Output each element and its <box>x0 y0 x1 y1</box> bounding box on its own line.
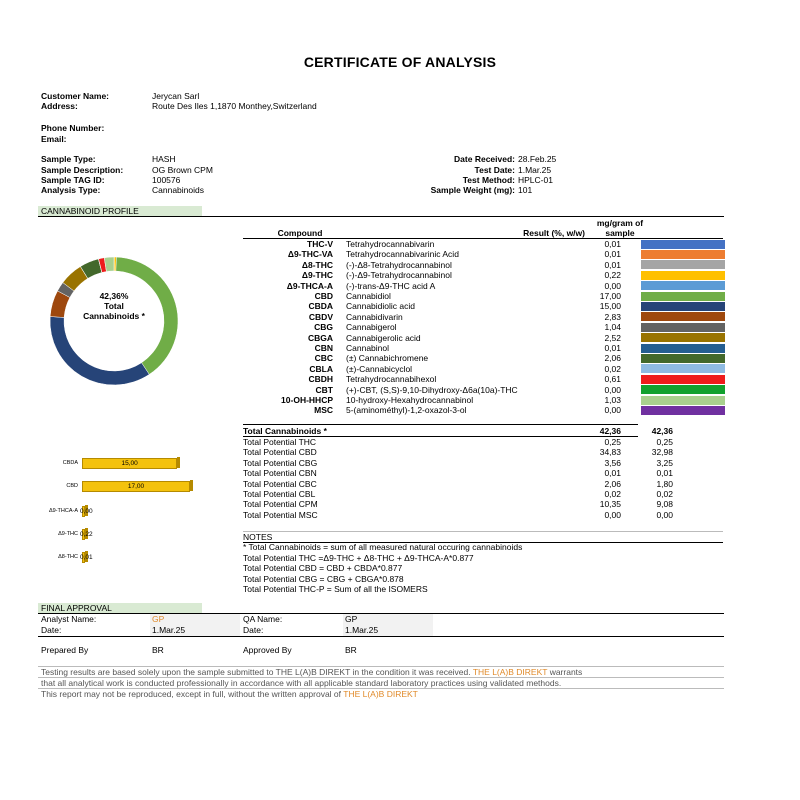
bar-category-label: Δ9-THCA-A <box>48 508 78 514</box>
potential-mg: 1,80 <box>656 478 673 489</box>
donut-total-value: 42,36% <box>99 291 129 301</box>
potential-result: 2,06 <box>604 478 621 489</box>
compound-abbr: MSC <box>314 405 333 416</box>
address-label: Address: <box>41 101 78 111</box>
compound-row <box>243 322 723 333</box>
compound-abbr: CBG <box>314 322 333 333</box>
compound-color-swatch <box>641 260 725 269</box>
compound-name: Cannabigerol <box>346 322 397 333</box>
customer-name-label: Customer Name: <box>41 91 110 101</box>
potential-mg: 0,01 <box>656 468 673 479</box>
potential-row <box>243 489 723 500</box>
donut-total-sublabel: Cannabinoids * <box>83 311 145 321</box>
compound-name: 10-hydroxy-Hexahydrocannabinol <box>346 395 474 405</box>
bar-value-label: 0,01 <box>80 554 93 561</box>
footer-text: Testing results are based solely upon the sample submitted to THE L(A)B DIREKT in the condition it was received. <box>41 667 471 677</box>
compound-abbr: Δ9-THCA-A <box>286 280 333 291</box>
compound-abbr: THC-V <box>307 239 333 249</box>
approved-by-label: Approved By <box>243 645 292 655</box>
note-line: Total Potential THC =Δ9-THC + Δ8-THC + Δ9-THCA-A*0.877 <box>243 552 474 563</box>
col-result-header: Result (%, w/w) <box>523 228 585 238</box>
potential-label: Total Potential CBN <box>243 468 317 479</box>
sample-tag: 100576 <box>152 175 181 185</box>
compound-color-swatch <box>641 396 725 405</box>
potential-result: 34,83 <box>599 447 621 458</box>
col-compound-header: Compound <box>277 228 323 238</box>
date-received-label: Date Received: <box>454 154 515 164</box>
potential-row <box>243 447 723 458</box>
compound-result: 17,00 <box>599 291 621 301</box>
compound-color-swatch <box>641 375 725 384</box>
compound-row <box>243 353 723 364</box>
sample-type: HASH <box>152 154 176 164</box>
compound-name: Cannabidiolic acid <box>346 301 415 312</box>
sample-tag-label: Sample TAG ID: <box>41 175 105 185</box>
compound-row <box>243 291 723 302</box>
potential-row <box>243 458 723 469</box>
potential-result: 0,02 <box>604 489 621 499</box>
potential-label: Total Potential CBG <box>243 457 318 468</box>
potential-label: Total Potential CPM <box>243 499 318 510</box>
lab-name: THE L(A)B DIREKT <box>343 689 418 699</box>
compound-name: Cannabigerolic acid <box>346 332 421 343</box>
potential-label: Total Potential CBD <box>243 447 317 458</box>
compound-name: (±) Cannabichromene <box>346 353 429 364</box>
date-received: 28.Feb.25 <box>518 154 557 164</box>
sample-weight: 101 <box>518 185 533 195</box>
compound-row <box>243 249 723 260</box>
compound-abbr: CBC <box>314 353 333 364</box>
compound-color-swatch <box>641 323 725 332</box>
compound-row <box>243 281 723 292</box>
notes-heading: NOTES <box>243 532 273 542</box>
compound-abbr: CBGA <box>307 332 333 343</box>
donut-total-label: Total <box>104 301 124 311</box>
customer-name: Jerycan Sarl <box>152 91 200 101</box>
compound-color-swatch <box>641 302 725 311</box>
compound-color-swatch <box>641 406 725 415</box>
compound-name: (-)-Δ8-Tetrahydrocannabinol <box>346 259 452 270</box>
compound-row <box>243 301 723 312</box>
qa-name: GP <box>343 614 433 625</box>
total-mg: 42,36 <box>651 426 673 436</box>
compound-abbr: CBLA <box>309 363 333 374</box>
compound-row <box>243 385 723 396</box>
compound-abbr: CBDA <box>308 301 333 312</box>
compound-color-swatch <box>641 364 725 373</box>
compound-row <box>243 260 723 271</box>
compound-color-swatch <box>641 312 725 321</box>
potential-mg: 0,25 <box>656 437 673 447</box>
potential-mg: 0,00 <box>656 509 673 520</box>
potential-row <box>243 499 723 510</box>
potential-mg: 32,98 <box>651 447 673 458</box>
potential-row <box>243 510 723 521</box>
compound-name: (-)-trans-Δ9-THC acid A <box>346 280 436 291</box>
bar-category-label: Δ8-THC <box>58 554 78 560</box>
sample-desc-label: Sample Description: <box>41 165 124 175</box>
qa-date: 1.Mar.25 <box>343 625 433 636</box>
potential-label: Total Potential CBC <box>243 478 317 489</box>
compound-row <box>243 333 723 344</box>
compound-result: 15,00 <box>599 301 621 312</box>
col-mg-header-1: mg/gram of <box>596 218 644 228</box>
bar-value-label: 0,22 <box>80 531 93 538</box>
compound-name: Cannabidiol <box>346 291 391 301</box>
potential-result: 0,00 <box>604 509 621 520</box>
potential-label: Total Potential CBL <box>243 489 316 499</box>
test-date: 1.Mar.25 <box>518 165 552 175</box>
footer-text: warrants <box>549 667 583 677</box>
compound-color-swatch <box>641 333 725 342</box>
potential-result: 0,01 <box>604 468 621 479</box>
compound-result: 2,06 <box>604 353 621 364</box>
potential-mg: 9,08 <box>656 499 673 510</box>
compound-result: 2,83 <box>604 311 621 322</box>
compound-color-swatch <box>641 385 725 394</box>
potential-label: Total Potential THC <box>243 437 317 447</box>
total-label: Total Cannabinoids * <box>243 426 327 436</box>
compound-abbr: Δ9-THC <box>301 270 333 281</box>
test-method-label: Test Method: <box>462 175 515 185</box>
compound-result: 0,01 <box>604 239 621 249</box>
compound-name: (+)-CBT, (S,S)-9,10-Dihydroxy-Δ6a(10a)-THC <box>346 384 518 395</box>
test-date-label: Test Date: <box>474 165 515 175</box>
prepared-by-label: Prepared By <box>41 645 89 655</box>
compound-row <box>243 312 723 323</box>
compound-name: Tetrahydrocannabivarinic Acid <box>346 249 459 260</box>
compound-name: 5-(aminométhyl)-1,2-oxazol-3-ol <box>346 405 467 416</box>
potential-row <box>243 437 723 448</box>
compound-name: Tetrahydrocannabihexol <box>346 374 437 385</box>
footer-text: This report may not be reproduced, except in full, without the written approval of <box>41 689 342 699</box>
compound-abbr: CBD <box>314 291 333 301</box>
compound-color-swatch <box>641 281 725 290</box>
bar-category-label: Δ9-THC <box>58 531 78 537</box>
col-mg-header-2: sample <box>605 228 635 238</box>
bar-depth-face <box>190 480 193 491</box>
compound-name: (-)-Δ9-Tetrahydrocannabinol <box>346 270 452 281</box>
potential-result: 3,56 <box>604 457 621 468</box>
potential-result: 0,25 <box>604 437 621 447</box>
major-cannabinoids-bar-chart <box>40 455 210 570</box>
analyst-date-label: Date: <box>41 625 62 635</box>
compound-row <box>243 395 723 406</box>
approved-by: BR <box>345 645 357 655</box>
footer-disclaimer-1 <box>41 667 582 678</box>
bar-category-label: CBDA <box>62 460 78 466</box>
compound-result: 0,00 <box>604 405 621 416</box>
compound-color-swatch <box>641 292 725 301</box>
phone-label: Phone Number: <box>41 123 105 133</box>
address: Route Des Iles 1,1870 Monthey,Switzerland <box>152 101 317 111</box>
analysis-type-label: Analysis Type: <box>41 185 101 195</box>
compound-name: Cannabinol <box>346 343 390 353</box>
bar-value-label: 17,00 <box>127 483 145 490</box>
footer-disclaimer-2: that all analytical work is conducted professionally in accordance with all applicable standard laboratory practices using validated methods. <box>41 678 562 688</box>
note-line: * Total Cannabinoids = sum of all measured natural occuring cannabinoids <box>243 542 523 552</box>
compound-result: 0,01 <box>604 249 621 260</box>
bar-category-label: CBD <box>66 483 78 489</box>
compound-result: 0,01 <box>604 259 621 270</box>
compound-name: Cannabidivarin <box>346 311 403 322</box>
compound-abbr: Δ8-THC <box>301 259 333 270</box>
bar-value-label: 15,00 <box>121 460 138 467</box>
compound-result: 0,02 <box>604 363 621 374</box>
compound-color-swatch <box>641 354 725 363</box>
analyst-name-label: Analyst Name: <box>41 614 97 624</box>
sample-type-label: Sample Type: <box>41 154 96 164</box>
compound-result: 0,00 <box>604 384 621 395</box>
qa-date-label: Date: <box>243 625 264 635</box>
compound-abbr: CBT <box>315 384 333 395</box>
compound-color-swatch <box>641 271 725 280</box>
potential-mg: 0,02 <box>656 489 673 499</box>
potential-label: Total Potential MSC <box>243 509 318 520</box>
analyst-date: 1.Mar.25 <box>150 625 240 636</box>
analyst-name: GP <box>150 614 240 625</box>
lab-name: THE L(A)B DIREKT <box>472 667 548 677</box>
compound-name: Tetrahydrocannabivarin <box>346 239 435 249</box>
footer-disclaimer-3 <box>41 689 418 700</box>
test-method: HPLC-01 <box>518 175 553 185</box>
total-cannabinoids-row <box>243 426 723 437</box>
compound-result: 0,61 <box>604 374 621 385</box>
document-title: CERTIFICATE OF ANALYSIS <box>303 54 497 70</box>
compound-row <box>243 374 723 385</box>
total-result: 42,36 <box>599 426 621 436</box>
compound-row <box>243 405 723 416</box>
compound-result: 2,52 <box>604 332 621 343</box>
note-line: Total Potential THC-P = Sum of all the ISOMERS <box>243 584 428 594</box>
compound-color-swatch <box>641 250 725 259</box>
donut-slice-cbda <box>50 317 149 385</box>
compound-name: (±)-Cannabicyclol <box>346 363 413 374</box>
compound-row <box>243 239 723 250</box>
compound-abbr: CBDH <box>308 374 333 385</box>
compound-row <box>243 270 723 281</box>
bar-value-label: 0,00 <box>80 508 93 515</box>
potential-row <box>243 479 723 490</box>
compound-result: 1,04 <box>604 322 621 333</box>
compound-row <box>243 364 723 375</box>
sample-desc: OG Brown CPM <box>152 165 213 175</box>
note-line: Total Potential CBG = CBG + CBGA*0.878 <box>243 573 404 584</box>
compound-result: 1,03 <box>604 395 621 405</box>
potential-result: 10,35 <box>599 499 621 510</box>
compound-result: 0,00 <box>604 280 621 291</box>
compound-abbr: 10-OH-HHCP <box>281 395 333 405</box>
compound-abbr: CBN <box>314 343 333 353</box>
compound-color-swatch <box>641 344 725 353</box>
potential-row <box>243 468 723 479</box>
prepared-by: BR <box>152 645 164 655</box>
compound-result: 0,01 <box>604 343 621 353</box>
analysis-type: Cannabinoids <box>152 185 204 195</box>
qa-name-label: QA Name: <box>243 614 283 624</box>
note-line: Total Potential CBD = CBD + CBDA*0.877 <box>243 563 403 573</box>
compound-result: 0,22 <box>604 270 621 281</box>
compound-abbr: CBDV <box>308 311 333 322</box>
sample-weight-label: Sample Weight (mg): <box>430 185 515 195</box>
bar-depth-face <box>177 457 180 468</box>
email-label: Email: <box>41 134 67 144</box>
potential-mg: 3,25 <box>656 457 673 468</box>
compound-row <box>243 343 723 354</box>
compound-color-swatch <box>641 240 725 249</box>
compound-abbr: Δ9-THC-VA <box>287 249 333 260</box>
final-approval-heading: FINAL APPROVAL <box>38 603 202 613</box>
cannabinoid-profile-heading: CANNABINOID PROFILE <box>38 206 202 216</box>
